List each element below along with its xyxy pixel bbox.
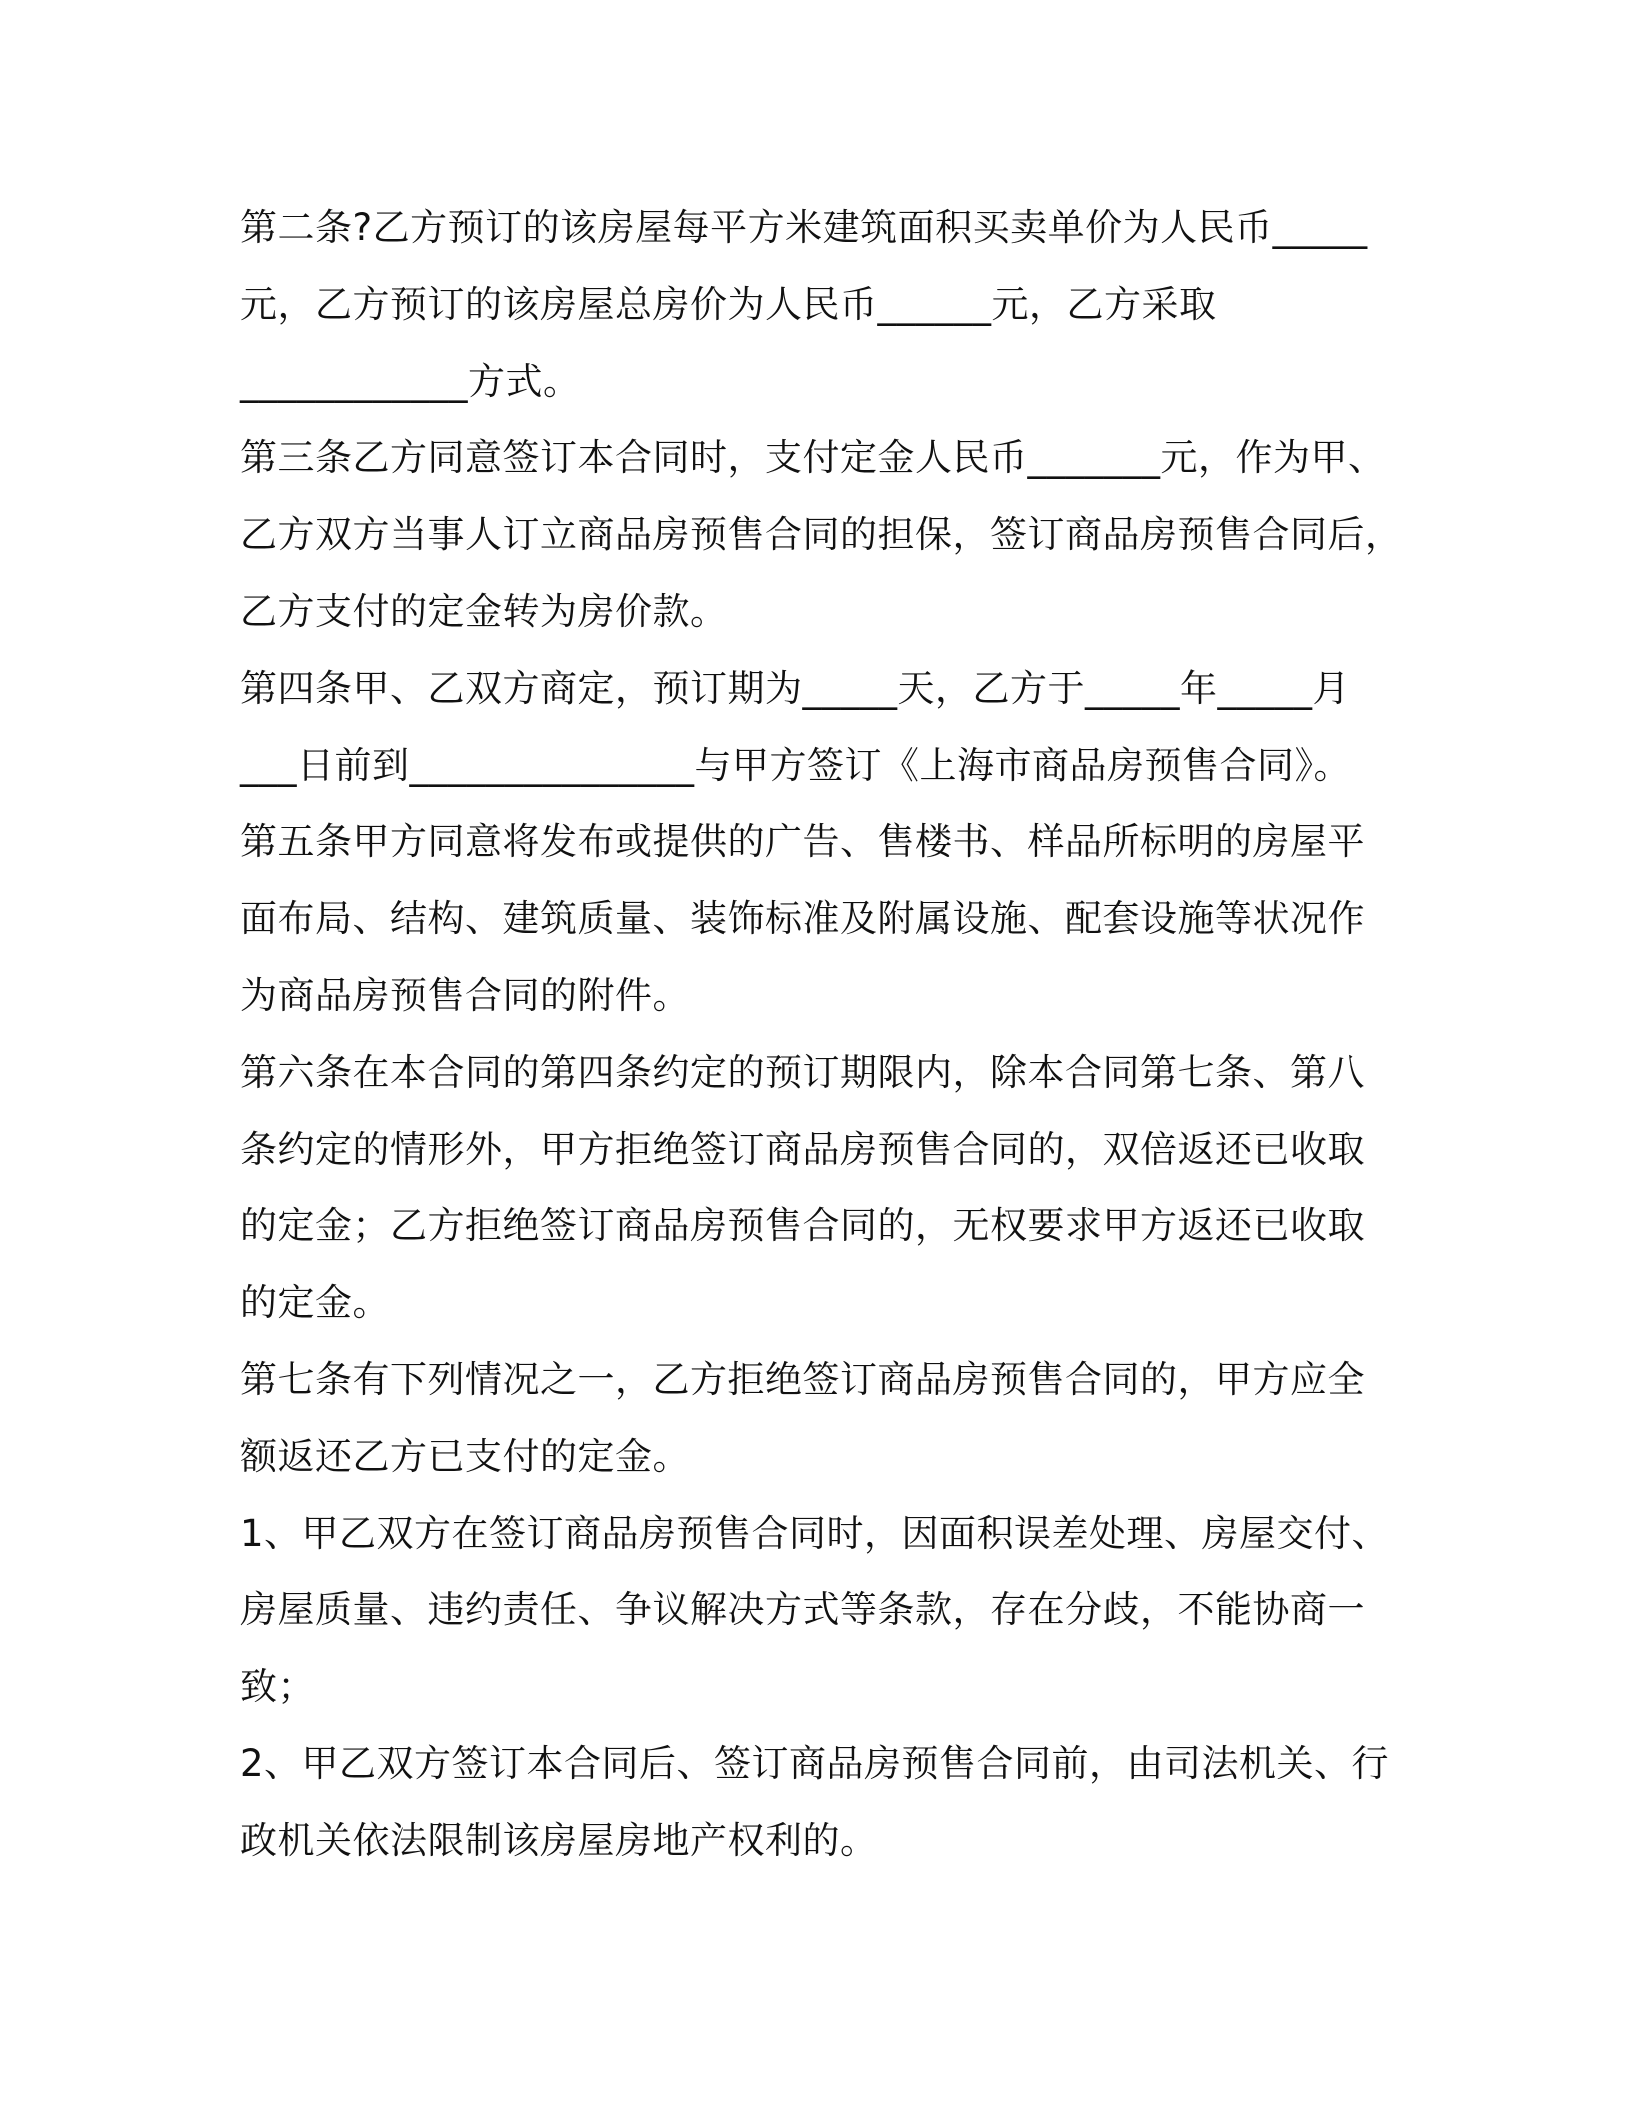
contract-text — [240, 190, 1403, 1880]
clause-1-line-3: 致； — [240, 1665, 315, 1709]
article-4-line-1: 第四条甲、乙双方商定，预订期为_____天，乙方于_____年_____月 — [240, 666, 1350, 710]
article-3-line-2: 乙方双方当事人订立商品房预售合同的担保，签订商品房预售合同后， — [240, 513, 1403, 557]
article-6-line-3: 的定金；乙方拒绝签订商品房预售合同的，无权要求甲方返还已收取 — [240, 1204, 1365, 1248]
article-5-line-2: 面布局、结构、建筑质量、装饰标准及附属设施、配套设施等状况作 — [240, 897, 1365, 941]
clause-1-line-2: 房屋质量、违约责任、争议解决方式等条款，存在分歧，不能协商一 — [240, 1588, 1365, 1632]
article-6-line-4: 的定金。 — [240, 1281, 390, 1325]
clause-1-line-1: 1、甲乙双方在签订商品房预售合同时，因面积误差处理、房屋交付、 — [240, 1511, 1390, 1555]
article-5-line-1: 第五条甲方同意将发布或提供的广告、售楼书、样品所标明的房屋平 — [240, 820, 1365, 864]
article-2-line-2: 元，乙方预订的该房屋总房价为人民币______元，乙方采取 — [240, 282, 1217, 326]
clause-2-line-2: 政机关依法限制该房屋房地产权利的。 — [240, 1818, 878, 1862]
article-6-line-1: 第六条在本合同的第四条约定的预订期限内，除本合同第七条、第八 — [240, 1050, 1365, 1094]
article-7-line-2: 额返还乙方已支付的定金。 — [240, 1434, 690, 1478]
article-5-line-3: 为商品房预售合同的附件。 — [240, 973, 690, 1017]
article-6-line-2: 条约定的情形外，甲方拒绝签订商品房预售合同的，双倍返还已收取 — [240, 1127, 1365, 1171]
clause-2-line-1: 2、甲乙双方签订本合同后、签订商品房预售合同前，由司法机关、行 — [240, 1741, 1390, 1785]
article-4-line-2: ___日前到_______________与甲方签订《上海市商品房预售合同》。 — [240, 743, 1351, 787]
article-2-line-3: ____________方式。 — [240, 359, 581, 403]
article-3-line-3: 乙方支付的定金转为房价款。 — [240, 589, 728, 633]
article-7-line-1: 第七条有下列情况之一，乙方拒绝签订商品房预售合同的，甲方应全 — [240, 1357, 1365, 1401]
article-3-line-1: 第三条乙方同意签订本合同时，支付定金人民币_______元，作为甲、 — [240, 436, 1386, 480]
article-2-line-1: 第二条?乙方预订的该房屋每平方米建筑面积买卖单价为人民币_____ — [240, 206, 1368, 249]
